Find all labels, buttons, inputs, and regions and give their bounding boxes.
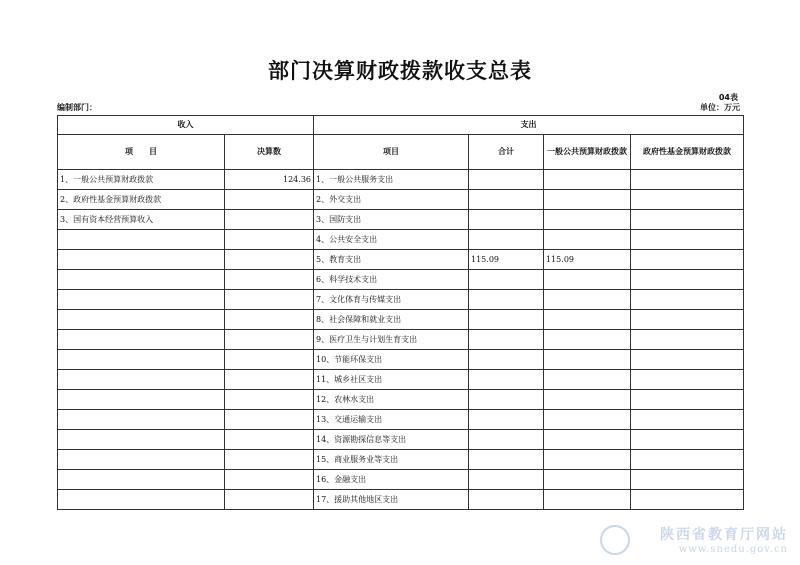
form-number: 04表 [718, 93, 738, 102]
total-cell [469, 210, 544, 230]
general-budget-cell [544, 170, 631, 190]
total-cell [469, 310, 544, 330]
general-budget-cell [544, 270, 631, 290]
table-row [58, 310, 744, 330]
total-cell [469, 470, 544, 490]
total-cell: 115.09 [469, 250, 544, 270]
income-item-cell [58, 250, 225, 270]
table-row [58, 410, 744, 430]
income-item-cell: 2、政府性基金预算财政拨款 [58, 190, 225, 210]
income-amount-cell [225, 470, 314, 490]
income-item-cell [58, 350, 225, 370]
expense-item-cell: 14、资源勘探信息等支出 [314, 430, 469, 450]
gov-fund-cell [631, 310, 744, 330]
general-budget-cell [544, 390, 631, 410]
expense-item-cell: 2、外交支出 [314, 190, 469, 210]
general-budget-header: 一般公共预算财政拨款 [544, 135, 631, 170]
income-item-cell [58, 270, 225, 290]
expense-item-header: 项目 [314, 135, 469, 170]
income-item-cell [58, 230, 225, 250]
income-amount-cell [225, 350, 314, 370]
watermark-logo-icon [600, 525, 630, 555]
income-item-cell [58, 330, 225, 350]
table-row [58, 390, 744, 410]
general-budget-cell [544, 370, 631, 390]
table-row [58, 350, 744, 370]
general-budget-cell [544, 230, 631, 250]
total-cell [469, 370, 544, 390]
table-row [58, 330, 744, 350]
income-amount-cell [225, 230, 314, 250]
general-budget-cell [544, 450, 631, 470]
table-row [58, 430, 744, 450]
gov-fund-cell [631, 370, 744, 390]
total-cell [469, 450, 544, 470]
income-amount-cell [225, 310, 314, 330]
watermark [660, 524, 788, 555]
table-row [58, 290, 744, 310]
table-row [58, 270, 744, 290]
expense-item-cell: 5、教育支出 [314, 250, 469, 270]
total-cell [469, 430, 544, 450]
gov-fund-cell [631, 350, 744, 370]
gov-fund-cell [631, 390, 744, 410]
income-item-cell [58, 390, 225, 410]
income-item-cell [58, 470, 225, 490]
general-budget-cell [544, 330, 631, 350]
page-title: 部门决算财政拨款收支总表 [268, 58, 532, 83]
total-cell [469, 190, 544, 210]
income-amount-cell [225, 290, 314, 310]
table-row [58, 490, 744, 510]
expense-item-cell: 16、金融支出 [314, 470, 469, 490]
general-budget-cell [544, 310, 631, 330]
income-amount-cell [225, 370, 314, 390]
expense-item-cell: 4、公共安全支出 [314, 230, 469, 250]
income-amount-cell [225, 430, 314, 450]
expense-item-cell: 12、农林水支出 [314, 390, 469, 410]
income-item-cell [58, 290, 225, 310]
expense-item-cell: 10、节能环保支出 [314, 350, 469, 370]
dept-label: 编制部门： [57, 103, 97, 112]
general-budget-cell: 115.09 [544, 250, 631, 270]
gov-fund-cell [631, 190, 744, 210]
income-item-cell: 3、国有资本经营预算收入 [58, 210, 225, 230]
expense-header: 支出 [314, 116, 744, 135]
income-header: 收入 [58, 116, 314, 135]
general-budget-cell [544, 410, 631, 430]
header-row-columns [58, 135, 744, 170]
fiscal-table [57, 115, 744, 510]
general-budget-cell [544, 190, 631, 210]
gov-fund-cell [631, 250, 744, 270]
general-budget-cell [544, 290, 631, 310]
income-item-cell [58, 370, 225, 390]
gov-fund-cell [631, 270, 744, 290]
gov-fund-cell [631, 230, 744, 250]
gov-fund-cell [631, 410, 744, 430]
expense-item-cell: 9、医疗卫生与计划生育支出 [314, 330, 469, 350]
general-budget-cell [544, 210, 631, 230]
income-item-cell [58, 310, 225, 330]
table-row [58, 190, 744, 210]
watermark-url: www.snedu.gov.cn [678, 544, 788, 555]
header-row-group [58, 116, 744, 135]
income-item-cell [58, 490, 225, 510]
income-amount-cell [225, 450, 314, 470]
income-item-cell [58, 450, 225, 470]
watermark-name: 陕西省教育厅网站 [660, 527, 788, 543]
income-amount-cell [225, 210, 314, 230]
expense-item-cell: 13、交通运输支出 [314, 410, 469, 430]
general-budget-cell [544, 430, 631, 450]
total-cell [469, 290, 544, 310]
expense-item-cell: 17、援助其他地区支出 [314, 490, 469, 510]
gov-fund-cell [631, 290, 744, 310]
final-amount-header: 决算数 [225, 135, 314, 170]
gov-fund-cell [631, 330, 744, 350]
table-body [58, 170, 744, 510]
income-amount-cell [225, 270, 314, 290]
general-budget-cell [544, 470, 631, 490]
income-item-cell [58, 410, 225, 430]
income-item-cell: 1、一般公共预算财政拨款 [58, 170, 225, 190]
general-budget-cell [544, 350, 631, 370]
gov-fund-cell [631, 490, 744, 510]
unit-label: 单位：万元 [700, 103, 740, 112]
table-row [58, 210, 744, 230]
gov-fund-header: 政府性基金预算财政拨款 [631, 135, 744, 170]
total-cell [469, 390, 544, 410]
total-cell [469, 170, 544, 190]
total-cell [469, 270, 544, 290]
table-row [58, 370, 744, 390]
income-amount-cell [225, 190, 314, 210]
table-row [58, 170, 744, 190]
income-amount-cell [225, 410, 314, 430]
expense-item-cell: 11、城乡社区支出 [314, 370, 469, 390]
total-cell [469, 230, 544, 250]
table-row [58, 250, 744, 270]
income-item-cell [58, 430, 225, 450]
gov-fund-cell [631, 430, 744, 450]
general-budget-cell [544, 490, 631, 510]
expense-item-cell: 1、一般公共服务支出 [314, 170, 469, 190]
table-row [58, 470, 744, 490]
total-cell [469, 350, 544, 370]
income-item-header: 项 目 [58, 135, 225, 170]
expense-item-cell: 6、科学技术支出 [314, 270, 469, 290]
table-row [58, 450, 744, 470]
income-amount-cell [225, 250, 314, 270]
gov-fund-cell [631, 210, 744, 230]
expense-item-cell: 8、社会保障和就业支出 [314, 310, 469, 330]
gov-fund-cell [631, 170, 744, 190]
total-cell [469, 410, 544, 430]
income-amount-cell [225, 490, 314, 510]
income-amount-cell [225, 390, 314, 410]
total-header: 合计 [469, 135, 544, 170]
expense-item-cell: 7、文化体育与传媒支出 [314, 290, 469, 310]
expense-item-cell: 3、国防支出 [314, 210, 469, 230]
table-row [58, 230, 744, 250]
total-cell [469, 330, 544, 350]
expense-item-cell: 15、商业服务业等支出 [314, 450, 469, 470]
total-cell [469, 490, 544, 510]
income-amount-cell: 124.36 [225, 170, 314, 190]
gov-fund-cell [631, 470, 744, 490]
income-amount-cell [225, 330, 314, 350]
gov-fund-cell [631, 450, 744, 470]
